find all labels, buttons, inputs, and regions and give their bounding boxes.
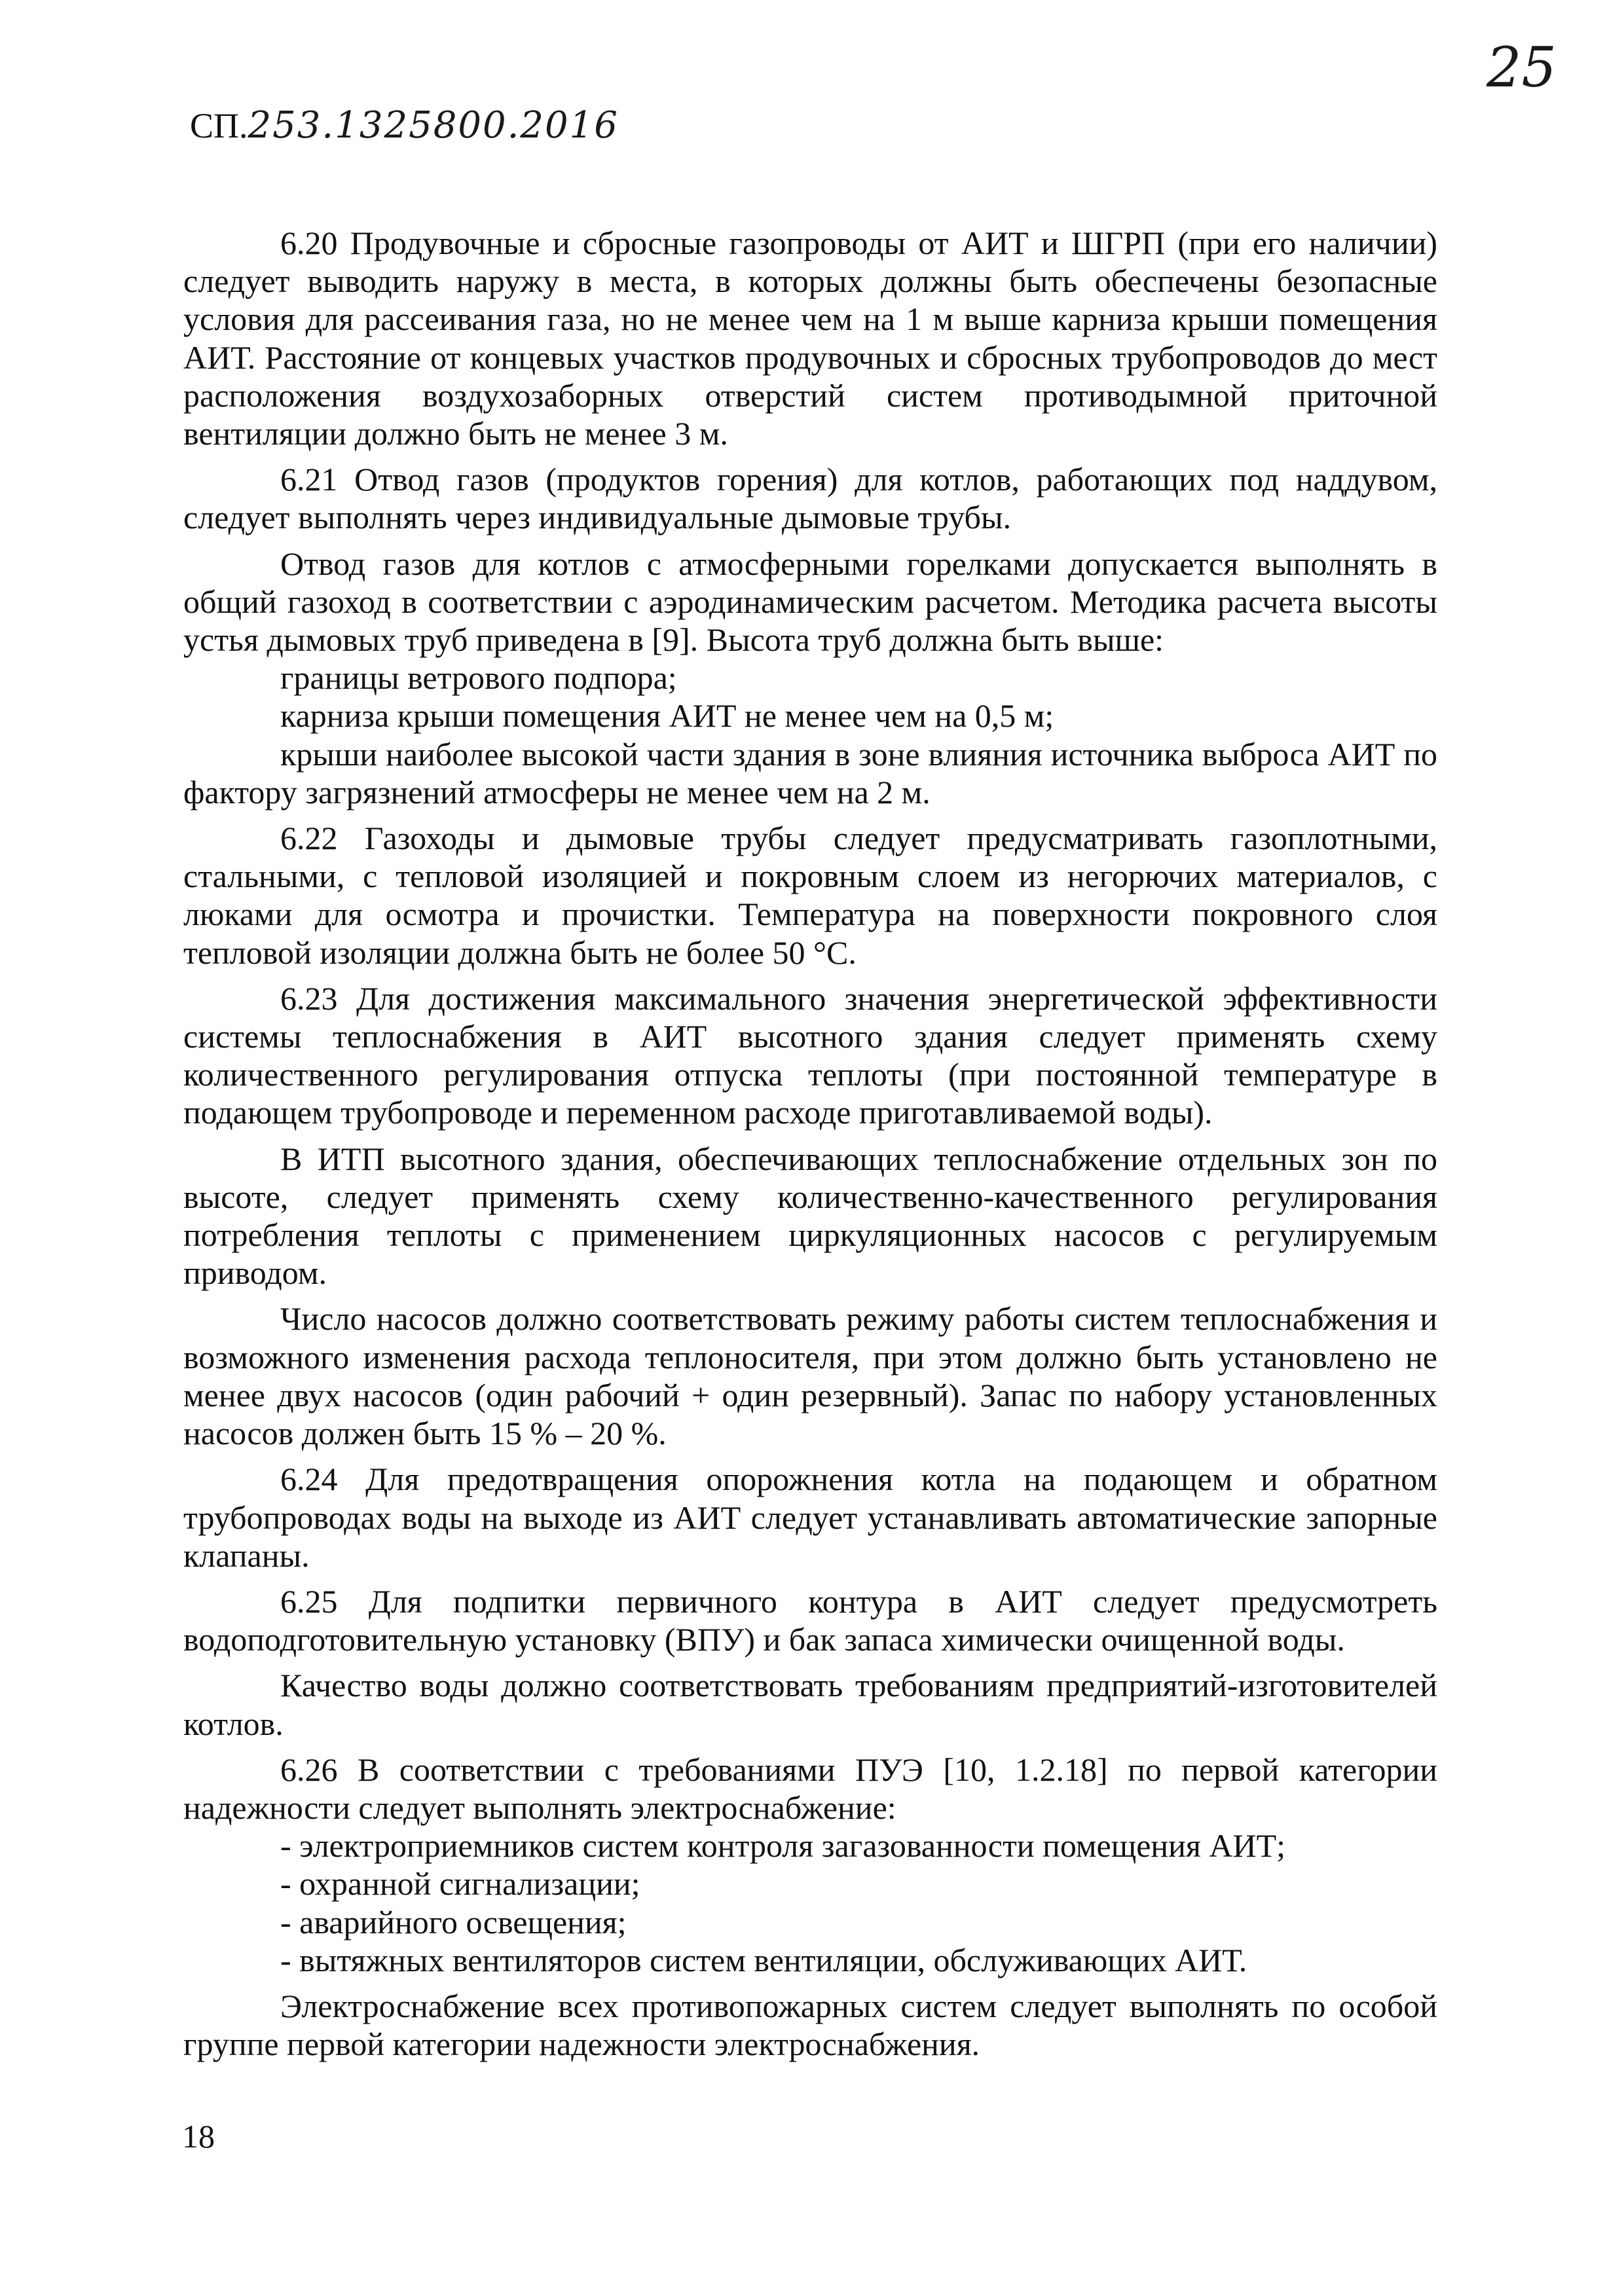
list-item: - аварийного освещения; — [280, 1903, 627, 1941]
list-item: - вытяжных вентиляторов систем вентиляции, обслуживающих АИТ. — [280, 1941, 1247, 1978]
list-item: границы ветрового подпора; — [280, 659, 677, 697]
list-item: - охранной сигнализации; — [280, 1865, 640, 1903]
page-number: 18 — [182, 2118, 215, 2155]
document-body — [183, 224, 1437, 2063]
list-item: крыши наиболее высокой части здания в зоне влияния источника выброса АИТ по фактору загрязнений атмосферы не менее чем на 2 м. — [183, 735, 1437, 811]
list-item: - электроприемников систем контроля загазованности помещения АИТ; — [280, 1827, 1286, 1865]
document-code — [190, 105, 619, 147]
paragraph: Качество воды должно соответствовать требованиям предприятий-изготовителей котлов. — [183, 1667, 1437, 1742]
document-code-handwritten: 253.1325800.2016 — [248, 104, 619, 147]
paragraph-6-25: 6.25 Для подпитки первичного контура в АИТ следует предусмотреть водоподготовительную установку (ВПУ) и бак запаса химически очищенной воды. — [183, 1582, 1437, 1658]
paragraph-6-20: 6.20 Продувочные и сбросные газопроводы от АИТ и ШГРП (при его наличии) следует выводить наружу в места, в которых должны быть обеспечены безопасные условия для рассеивания газа, но не менее чем на 1 м выше карниза крыши помещения АИТ. Расстояние от концевых участков продувочных и сбросных трубопроводов до мест расположения воздухозаборных отверстий систем противодымной приточной вентиляции должно быть не менее 3 м. — [183, 225, 1437, 452]
handwritten-page-mark: 25 — [1486, 35, 1557, 100]
paragraph-6-23: 6.23 Для достижения максимального значения энергетической эффективности системы теплоснабжения в АИТ высотного здания следует применять схему количественного регулирования отпуска теплоты (при постоянной температуре в подающем трубопроводе и переменном расходе приготавливаемой воды). — [183, 979, 1437, 1131]
paragraph-6-24: 6.24 Для предотвращения опорожнения котла на подающем и обратном трубопроводах воды на выходе из АИТ следует устанавливать автоматические запорные клапаны. — [183, 1461, 1437, 1574]
paragraph: В ИТП высотного здания, обеспечивающих теплоснабжение отдельных зон по высоте, следует применять схему количественно-качественного регулирования потребления теплоты с применением циркуляционных насосов с регулируемым приводом. — [183, 1140, 1437, 1292]
paragraph: Число насосов должно соответствовать режиму работы систем теплоснабжения и возможного изменения расхода теплоносителя, при этом должно быть установлено не менее двух насосов (один рабочий + один резервный). Запас по набору установленных насосов должен быть 15 % – 20 %. — [183, 1300, 1437, 1452]
paragraph: Отвод газов для котлов с атмосферными горелками допускается выполнять в общий газоход в соответствии с аэродинамическим расчетом. Методика расчета высоты устья дымовых труб приведена в [9]. Высота труб должна быть выше: — [183, 545, 1437, 659]
paragraph-6-21: 6.21 Отвод газов (продуктов горения) для котлов, работающих под наддувом, следует выполнять через индивидуальные дымовые трубы. — [183, 461, 1437, 536]
paragraph-6-26: 6.26 В соответствии с требованиями ПУЭ [10, 1.2.18] по первой категории надежности следует выполнять электроснабжение: — [183, 1751, 1437, 1826]
paragraph-6-22: 6.22 Газоходы и дымовые трубы следует предусматривать газоплотными, стальными, с тепловой изоляцией и покровным слоем из негорючих материалов, с люками для осмотра и прочистки. Температура на поверхности покровного слоя тепловой изоляции должна быть не более 50 °С. — [183, 820, 1437, 971]
document-code-prefix: СП. — [190, 106, 248, 145]
list-item: карниза крыши помещения АИТ не менее чем на 0,5 м; — [280, 697, 1054, 735]
paragraph: Электроснабжение всех противопожарных систем следует выполнять по особой группе первой категории надежности электроснабжения. — [183, 1987, 1437, 2063]
